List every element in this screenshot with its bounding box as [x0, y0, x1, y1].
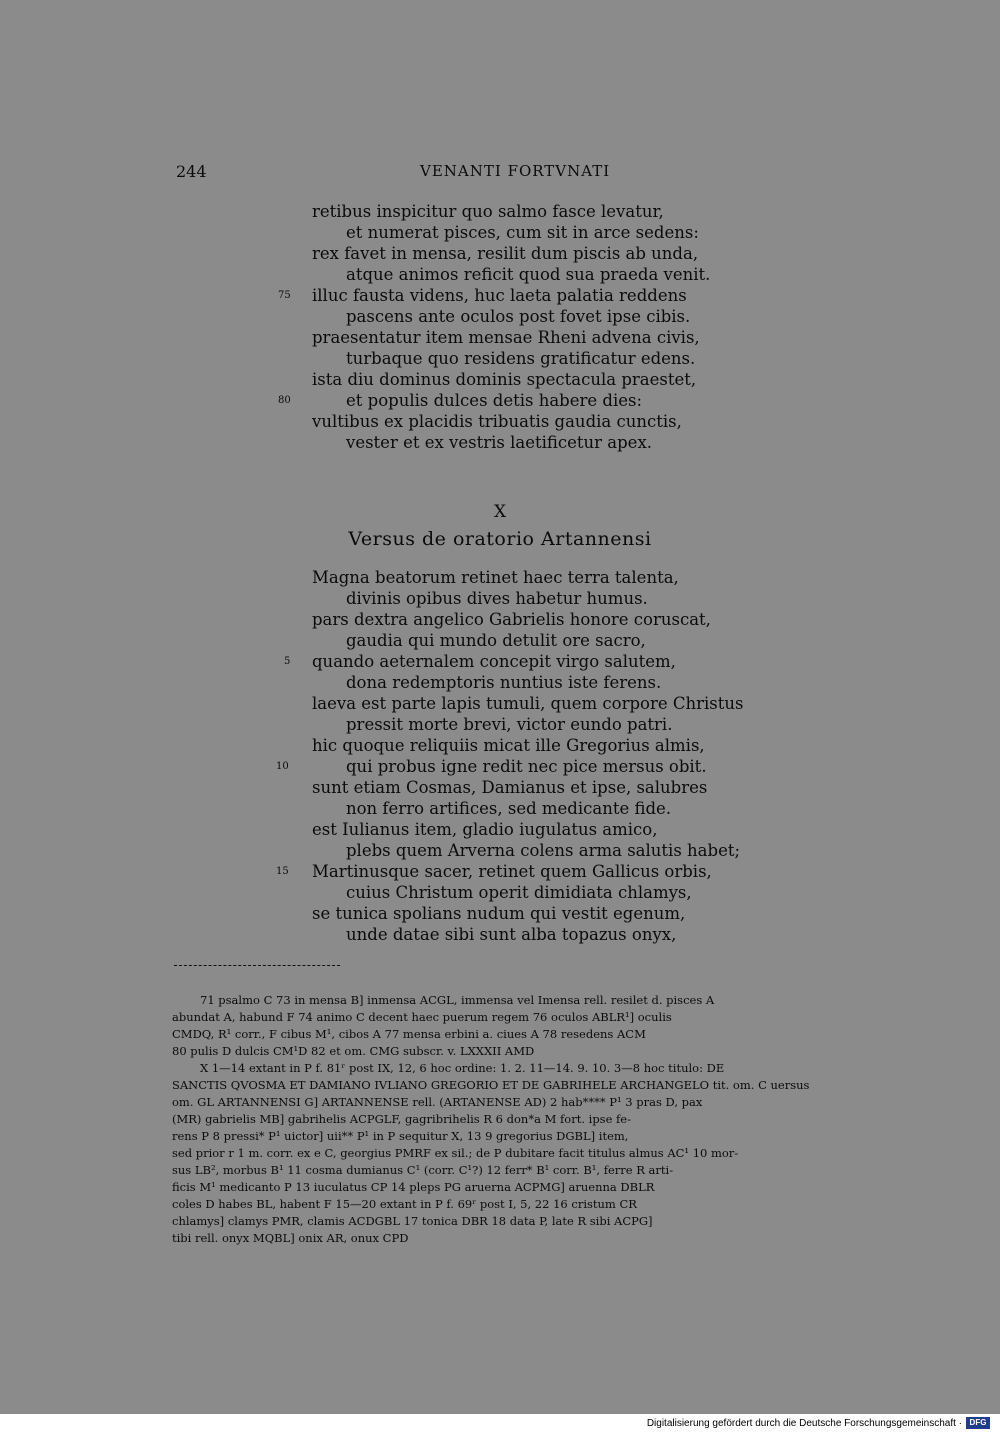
running-title: VENANTI FORTVNATI	[420, 162, 611, 180]
poem-line: pascens ante oculos post fovet ipse cibis.	[346, 307, 691, 326]
poem-line: vultibus ex placidis tribuatis gaudia cunctis,	[312, 412, 682, 431]
poem-line: quando aeternalem concepit virgo salutem,	[312, 652, 676, 671]
footnote-line: 71 psalmo C 73 in mensa B] inmensa ACGL, immensa vel Imensa rell. resilet d. pisces A	[200, 993, 715, 1007]
poem-line: et numerat pisces, cum sit in arce sedens:	[346, 223, 699, 242]
poem-line: plebs quem Arverna colens arma salutis habet;	[346, 841, 741, 860]
footnote-line: X 1—14 extant in P f. 81ʳ post IX, 12, 6 hoc ordine: 1. 2. 11—14. 9. 10. 3—8 hoc titulo: DE	[200, 1061, 725, 1075]
footnote-line: rens P 8 pressi* P¹ uictor] uii** P¹ in P sequitur X, 13 9 gregorius DGBL] item,	[172, 1129, 629, 1143]
footnote-rule	[174, 965, 340, 966]
footnote-line: CMDQ, R¹ corr., F cibus M¹, cibos A 77 mensa erbini a. ciues A 78 resedens ACM	[172, 1027, 646, 1041]
poem-line: pressit morte brevi, victor eundo patri.	[346, 715, 673, 734]
poem-line: turbaque quo residens gratificatur edens.	[346, 349, 696, 368]
poem-line: illuc fausta videns, huc laeta palatia reddens	[312, 286, 687, 305]
footnote-line: (MR) gabrielis MB] gabrihelis ACPGLF, gagribrihelis R 6 don*a M fort. ipse fe-	[172, 1112, 631, 1126]
poem-line: non ferro artifices, sed medicante fide.	[346, 799, 672, 818]
poem-line: divinis opibus dives habetur humus.	[346, 589, 648, 608]
line-number: 75	[278, 290, 291, 301]
line-number: 15	[276, 866, 289, 877]
section-number: X	[493, 502, 507, 522]
footnote-line: chlamys] clamys PMR, clamis ACDGBL 17 tonica DBR 18 data P, late R sibi ACPG]	[172, 1214, 653, 1228]
poem-line: sunt etiam Cosmas, Damianus et ipse, salubres	[312, 778, 708, 797]
poem-line: retibus inspicitur quo salmo fasce levatur,	[312, 202, 664, 221]
poem-line: gaudia qui mundo detulit ore sacro,	[346, 631, 646, 650]
poem-line: dona redemptoris nuntius iste ferens.	[346, 673, 662, 692]
footnote-line: sed prior r 1 m. corr. ex e C, georgius PMRF ex sil.; de P dubitare facit titulus almus AC¹ 10 mor-	[172, 1146, 739, 1160]
poem-line: se tunica spolians nudum qui vestit egenum,	[312, 904, 686, 923]
poem-line: est Iulianus item, gladio iugulatus amico,	[312, 820, 658, 839]
poem-line: praesentatur item mensae Rheni advena civis,	[312, 328, 700, 347]
footnote-line: coles D habes BL, habent F 15—20 extant in P f. 69ʳ post I, 5, 22 16 cristum CR	[172, 1197, 637, 1211]
poem-line: cuius Christum operit dimidiata chlamys,	[346, 883, 692, 902]
poem-line: laeva est parte lapis tumuli, quem corpore Christus	[312, 694, 744, 713]
poem-line: Martinusque sacer, retinet quem Gallicus orbis,	[312, 862, 712, 881]
dfg-logo-icon: DFG	[966, 1417, 990, 1429]
poem-line: vester et ex vestris laetificetur apex.	[346, 433, 652, 452]
poem-line: hic quoque reliquiis micat ille Gregorius almis,	[312, 736, 705, 755]
footnote-line: 80 pulis D dulcis CM¹D 82 et om. CMG subscr. v. LXXXII AMD	[172, 1044, 535, 1058]
poem-line: qui probus igne redit nec pice mersus obit.	[346, 757, 707, 776]
footer-credit: Digitalisierung gefördert durch die Deutsche Forschungsgemeinschaft ·	[646, 1418, 962, 1429]
poem-line: rex favet in mensa, resilit dum piscis ab unda,	[312, 244, 699, 263]
footnote-line: tibi rell. onyx MQBL] onix AR, onux CPD	[172, 1231, 409, 1245]
poem-line: atque animos reficit quod sua praeda venit.	[346, 265, 711, 284]
footnote-line: om. GL ARTANNENSI G] ARTANNENSE rell. (ARTANENSE AD) 2 hab**** P¹ 3 pras D, pax	[172, 1095, 703, 1109]
footnote-line: sus LB², morbus B¹ 11 cosma dumianus C¹ (corr. C¹?) 12 ferr* B¹ corr. B¹, ferre R arti-	[172, 1163, 674, 1177]
section-title: Versus de oratorio Artannensi	[348, 528, 652, 550]
footnote-line: ficis M¹ medicanto P 13 iuculatus CP 14 pleps PG aruerna ACPMG] aruenna DBLR	[172, 1180, 655, 1194]
poem-line: Magna beatorum retinet haec terra talenta,	[312, 568, 679, 587]
page-number: 244	[176, 162, 207, 181]
poem-line: pars dextra angelico Gabrielis honore coruscat,	[312, 610, 711, 629]
footnote-line: abundat A, habund F 74 animo C decent haec puerum regem 76 oculos ABLR¹] oculis	[172, 1010, 672, 1024]
poem-line: unde datae sibi sunt alba topazus onyx,	[346, 925, 677, 944]
poem-line: et populis dulces detis habere dies:	[346, 391, 643, 410]
footnote-line: SANCTIS QVOSMA ET DAMIANO IVLIANO GREGORIO ET DE GABRIHELE ARCHANGELO tit. om. C uersus	[172, 1078, 810, 1092]
poem-line: ista diu dominus dominis spectacula praestet,	[312, 370, 697, 389]
line-number: 80	[278, 395, 291, 406]
line-number: 5	[284, 656, 291, 667]
line-number: 10	[276, 761, 289, 772]
